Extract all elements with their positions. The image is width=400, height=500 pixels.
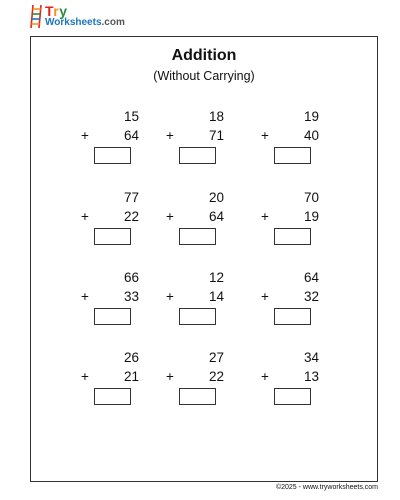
plus-sign: + — [166, 209, 174, 224]
addend-top: 70 — [303, 190, 319, 205]
answer-box[interactable] — [179, 308, 216, 325]
answer-box[interactable] — [94, 308, 131, 325]
addition-problem — [166, 190, 236, 252]
addend-top: 12 — [208, 270, 224, 285]
addition-problem — [81, 270, 151, 332]
answer-box[interactable] — [94, 147, 131, 164]
page-title: Addition — [171, 47, 237, 64]
addition-problem — [166, 270, 236, 332]
addend-bottom: 32 — [303, 289, 319, 304]
plus-sign: + — [81, 209, 89, 224]
footer-copyright: ©2025 - www.tryworksheets.com — [275, 484, 378, 491]
plus-sign: + — [81, 128, 89, 143]
logo-worksheets-text — [45, 17, 125, 28]
addend-bottom: 64 — [123, 128, 139, 143]
plus-sign: + — [166, 289, 174, 304]
plus-sign: + — [81, 289, 89, 304]
addend-bottom: 21 — [123, 369, 139, 384]
addend-top: 18 — [208, 109, 224, 124]
addend-bottom: 19 — [303, 209, 319, 224]
addition-problem — [261, 350, 331, 412]
answer-box[interactable] — [179, 147, 216, 164]
addend-top: 19 — [303, 109, 319, 124]
plus-sign: + — [166, 128, 174, 143]
ladder-icon — [30, 3, 44, 29]
addend-top: 64 — [303, 270, 319, 285]
addition-problem — [261, 270, 331, 332]
addend-bottom: 40 — [303, 128, 319, 143]
addend-bottom: 13 — [303, 369, 319, 384]
addition-problem — [261, 190, 331, 252]
answer-box[interactable] — [179, 228, 216, 245]
addend-top: 34 — [303, 350, 319, 365]
addition-problem — [261, 109, 331, 171]
worksheet-frame — [30, 36, 378, 482]
addend-bottom: 22 — [208, 369, 224, 384]
logo-letter-r: r — [53, 3, 60, 19]
addend-top: 26 — [123, 350, 139, 365]
addend-top: 66 — [123, 270, 139, 285]
site-logo[interactable] — [30, 3, 140, 31]
plus-sign: + — [81, 369, 89, 384]
page-subtitle: (Without Carrying) — [153, 69, 255, 83]
addition-problem — [166, 350, 236, 412]
plus-sign: + — [261, 128, 269, 143]
answer-box[interactable] — [274, 228, 311, 245]
addend-bottom: 22 — [123, 209, 139, 224]
addend-bottom: 33 — [123, 289, 139, 304]
addition-problem — [81, 109, 151, 171]
addition-problem — [81, 350, 151, 412]
answer-box[interactable] — [274, 308, 311, 325]
answer-box[interactable] — [274, 388, 311, 405]
plus-sign: + — [261, 209, 269, 224]
logo-worksheets: Worksheets — [45, 17, 102, 28]
plus-sign: + — [261, 369, 269, 384]
answer-box[interactable] — [179, 388, 216, 405]
plus-sign: + — [261, 289, 269, 304]
plus-sign: + — [166, 369, 174, 384]
answer-box[interactable] — [94, 388, 131, 405]
addend-bottom: 64 — [208, 209, 224, 224]
logo-com: .com — [101, 17, 125, 28]
logo-letter-y: y — [59, 3, 68, 19]
answer-box[interactable] — [274, 147, 311, 164]
addition-problem — [166, 109, 236, 171]
addend-bottom: 71 — [208, 128, 224, 143]
addend-top: 77 — [123, 190, 139, 205]
addend-top: 15 — [123, 109, 139, 124]
logo-letter-t: T — [45, 3, 54, 19]
addition-problem — [81, 190, 151, 252]
addend-bottom: 14 — [208, 289, 224, 304]
answer-box[interactable] — [94, 228, 131, 245]
addend-top: 20 — [208, 190, 224, 205]
addend-top: 27 — [208, 350, 224, 365]
